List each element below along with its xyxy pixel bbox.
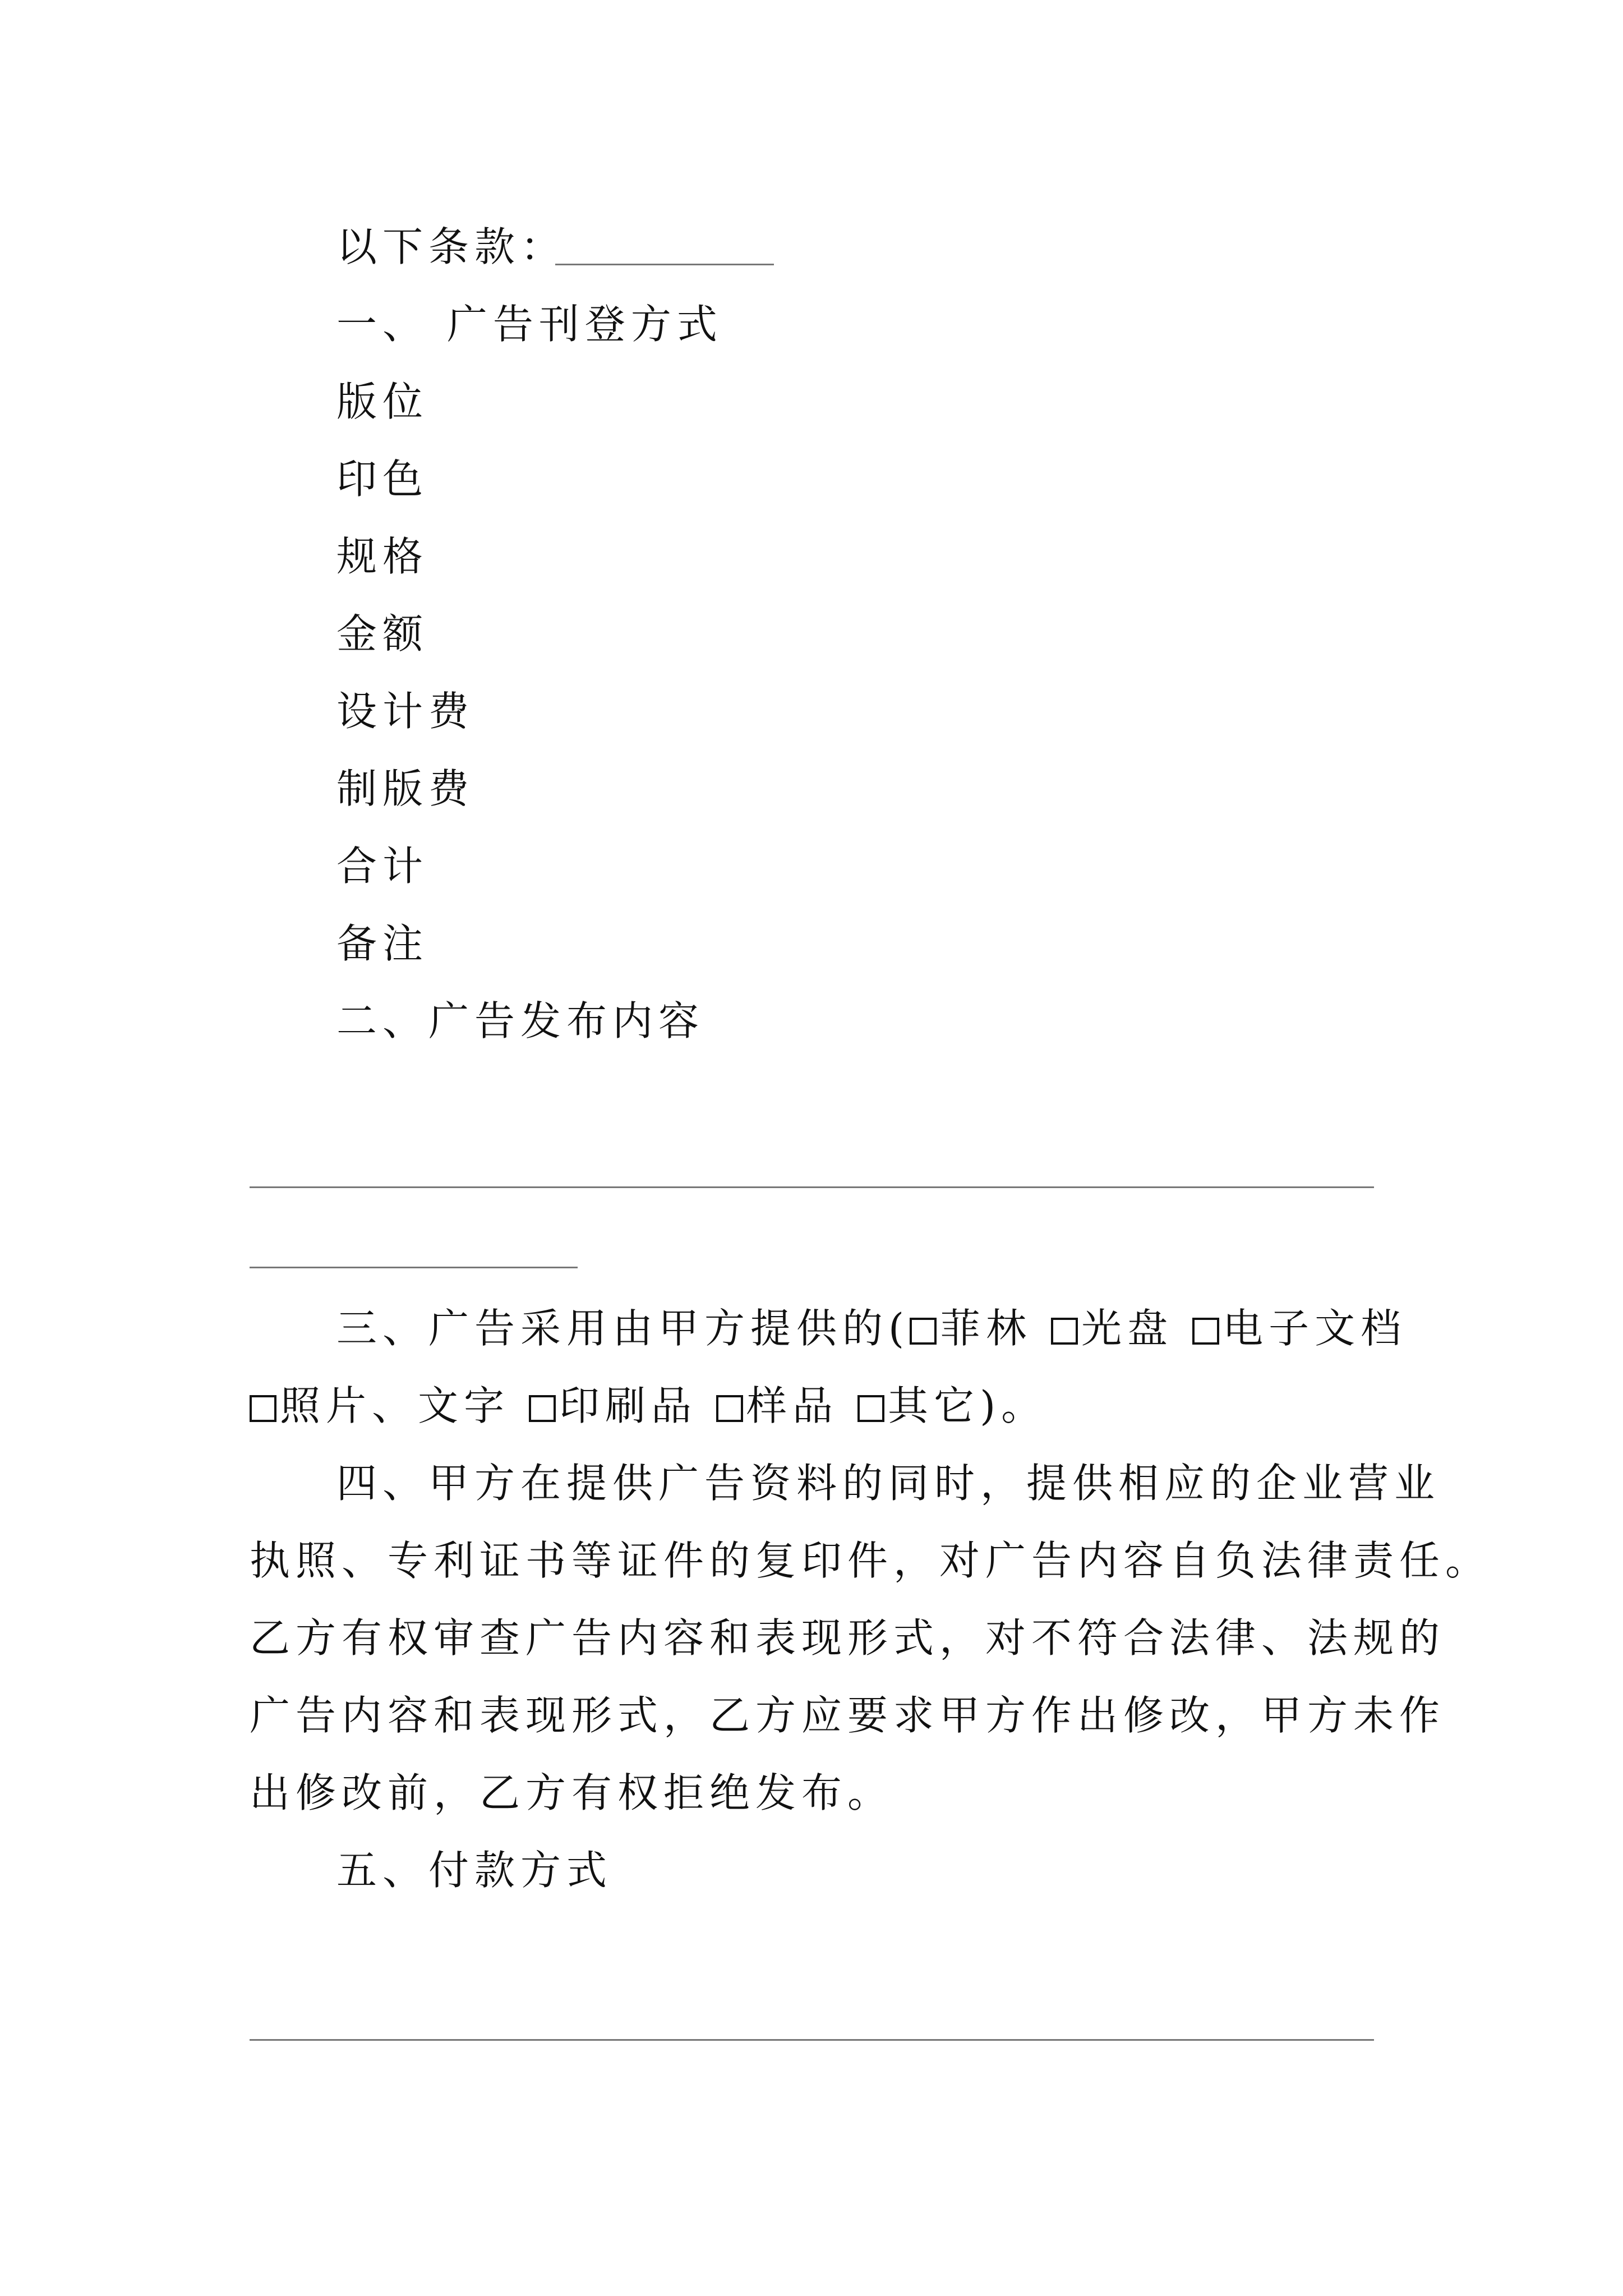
option-other: 其它 [888,1382,980,1429]
content-blank-line-2 [250,1267,578,1268]
section-3-suffix: )。 [980,1382,1048,1429]
option-sample: 样品 [746,1382,839,1429]
content-blank-line-1 [250,1186,1374,1188]
section-4-line-3: 乙方有权审查广告内容和表现形式，对不符合法律、法规的 [250,1614,1446,1662]
item-design-fee: 设计费 [336,688,475,735]
payment-blank-line [250,2039,1374,2041]
section-4-line-2: 执照、专利证书等证件的复印件，对广告内容自负法律责任。 [250,1537,1492,1584]
checkbox-disc[interactable] [1051,1318,1078,1345]
section-4-line-5: 出修改前，乙方有权拒绝发布。 [250,1769,894,1816]
section-3-line-1 [336,1301,1407,1355]
item-layout: 版位 [336,378,429,425]
section-3-line-2 [250,1379,1047,1433]
item-spec: 规格 [336,533,429,580]
terms-intro: 以下条款： [336,223,567,270]
option-photo-text: 照片、文字 [280,1382,510,1429]
checkbox-other[interactable] [857,1395,884,1422]
section-4-line-1: 四、甲方在提供广告资料的同时，提供相应的企业营业 [336,1460,1441,1507]
section-5-title: 五、付款方式 [336,1847,613,1894]
option-disc: 光盘 [1081,1305,1174,1352]
checkbox-sample[interactable] [716,1395,743,1422]
item-plate-fee: 制版费 [336,765,475,812]
section-3-prefix: 三、广告采用由甲方提供的( [336,1305,910,1352]
checkbox-film[interactable] [910,1318,937,1345]
item-print-color: 印色 [336,455,429,503]
checkbox-photo-text[interactable] [250,1395,276,1422]
checkbox-printed-matter[interactable] [529,1395,556,1422]
option-film: 菲林 [940,1305,1032,1352]
section-4-line-4: 广告内容和表现形式，乙方应要求甲方作出修改，甲方未作 [250,1692,1446,1739]
option-printed-matter: 印刷品 [559,1382,698,1429]
item-amount: 金额 [336,610,429,657]
section-2-title: 二、广告发布内容 [336,997,705,1045]
terms-blank-line [555,264,774,265]
checkbox-electronic-doc[interactable] [1192,1318,1219,1345]
item-remark: 备注 [336,920,429,967]
section-1-title: 一、 广告刊登方式 [336,301,723,348]
item-total: 合计 [336,843,429,890]
option-electronic-doc: 电子文档 [1223,1305,1407,1352]
